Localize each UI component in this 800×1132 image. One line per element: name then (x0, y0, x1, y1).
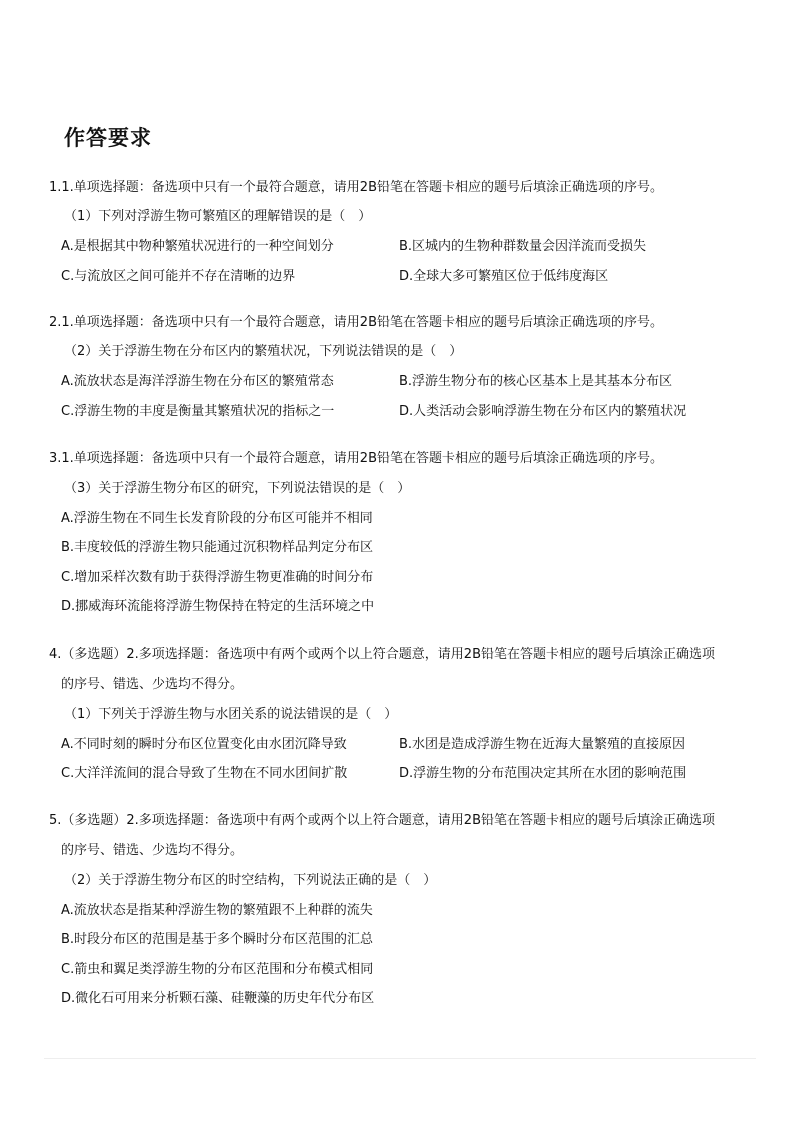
question-2-prompt: （2）关于浮游生物在分布区内的繁殖状况，下列说法错误的是（ ） (64, 344, 463, 359)
question-3-option-b[interactable]: B.丰度较低的浮游生物只能通过沉积物样品判定分布区 (61, 540, 374, 555)
question-5-option-a[interactable]: A.流放状态是指某种浮游生物的繁殖跟不上种群的流失 (61, 903, 373, 918)
question-5-option-c[interactable]: C.箭虫和翼足类浮游生物的分布区范围和分布模式相同 (61, 962, 374, 977)
question-4-stem-line-1: 4.（多选题）2.多项选择题：备选项中有两个或两个以上符合题意，请用2B铅笔在答题卡相应的题号后填涂正确选项 (49, 647, 715, 662)
question-3-option-d[interactable]: D.挪威海环流能将浮游生物保持在特定的生活环境之中 (61, 599, 375, 614)
question-5-stem-line-1: 5.（多选题）2.多项选择题：备选项中有两个或两个以上符合题意，请用2B铅笔在答题卡相应的题号后填涂正确选项 (49, 813, 715, 828)
question-4-option-d[interactable]: D.浮游生物的分布范围决定其所在水团的影响范围 (399, 766, 687, 781)
question-4-prompt: （1）下列关于浮游生物与水团关系的说法错误的是（ ） (64, 707, 398, 722)
question-4-option-c[interactable]: C.大洋洋流间的混合导致了生物在不同水团间扩散 (61, 766, 348, 781)
footer-divider (44, 1058, 756, 1059)
question-5-option-d[interactable]: D.微化石可用来分析颗石藻、硅鞭藻的历史年代分布区 (61, 991, 375, 1006)
question-4-option-a[interactable]: A.不同时刻的瞬时分布区位置变化由水团沉降导致 (61, 737, 347, 752)
question-4-stem-line-2: 的序号、错选、少选均不得分。 (61, 677, 244, 692)
question-2-option-b[interactable]: B.浮游生物分布的核心区基本上是其基本分布区 (399, 374, 673, 389)
question-3-option-c[interactable]: C.增加采样次数有助于获得浮游生物更准确的时间分布 (61, 570, 374, 585)
question-1-option-a[interactable]: A.是根据其中物种繁殖状况进行的一种空间划分 (61, 239, 334, 254)
page-title: 作答要求 (64, 126, 152, 150)
question-5-option-b[interactable]: B.时段分布区的范围是基于多个瞬时分布区范围的汇总 (61, 932, 374, 947)
question-4-option-b[interactable]: B.水团是造成浮游生物在近海大量繁殖的直接原因 (399, 737, 686, 752)
question-2-option-a[interactable]: A.流放状态是海洋浮游生物在分布区的繁殖常态 (61, 374, 334, 389)
question-3-prompt: （3）关于浮游生物分布区的研究，下列说法错误的是（ ） (64, 481, 411, 496)
question-1-stem: 1.1.单项选择题：备选项中只有一个最符合题意，请用2B铅笔在答题卡相应的题号后填涂正确选项的序号。 (49, 180, 663, 195)
question-5-prompt: （2）关于浮游生物分布区的时空结构，下列说法正确的是（ ） (64, 873, 437, 888)
question-2-option-d[interactable]: D.人类活动会影响浮游生物在分布区内的繁殖状况 (399, 404, 687, 419)
question-1-option-b[interactable]: B.区城内的生物种群数量会因洋流而受损失 (399, 239, 647, 254)
question-1-option-d[interactable]: D.全球大多可繁殖区位于低纬度海区 (399, 269, 609, 284)
question-3-option-a[interactable]: A.浮游生物在不同生长发育阶段的分布区可能并不相同 (61, 511, 373, 526)
question-2-stem: 2.1.单项选择题：备选项中只有一个最符合题意，请用2B铅笔在答题卡相应的题号后填涂正确选项的序号。 (49, 315, 663, 330)
question-1-option-c[interactable]: C.与流放区之间可能并不存在清晰的边界 (61, 269, 296, 284)
question-5-stem-line-2: 的序号、错选、少选均不得分。 (61, 843, 244, 858)
question-3-stem: 3.1.单项选择题：备选项中只有一个最符合题意，请用2B铅笔在答题卡相应的题号后填涂正确选项的序号。 (49, 451, 663, 466)
question-2-option-c[interactable]: C.浮游生物的丰度是衡量其繁殖状况的指标之一 (61, 404, 335, 419)
question-1-prompt: （1）下列对浮游生物可繁殖区的理解错误的是（ ） (64, 209, 372, 224)
